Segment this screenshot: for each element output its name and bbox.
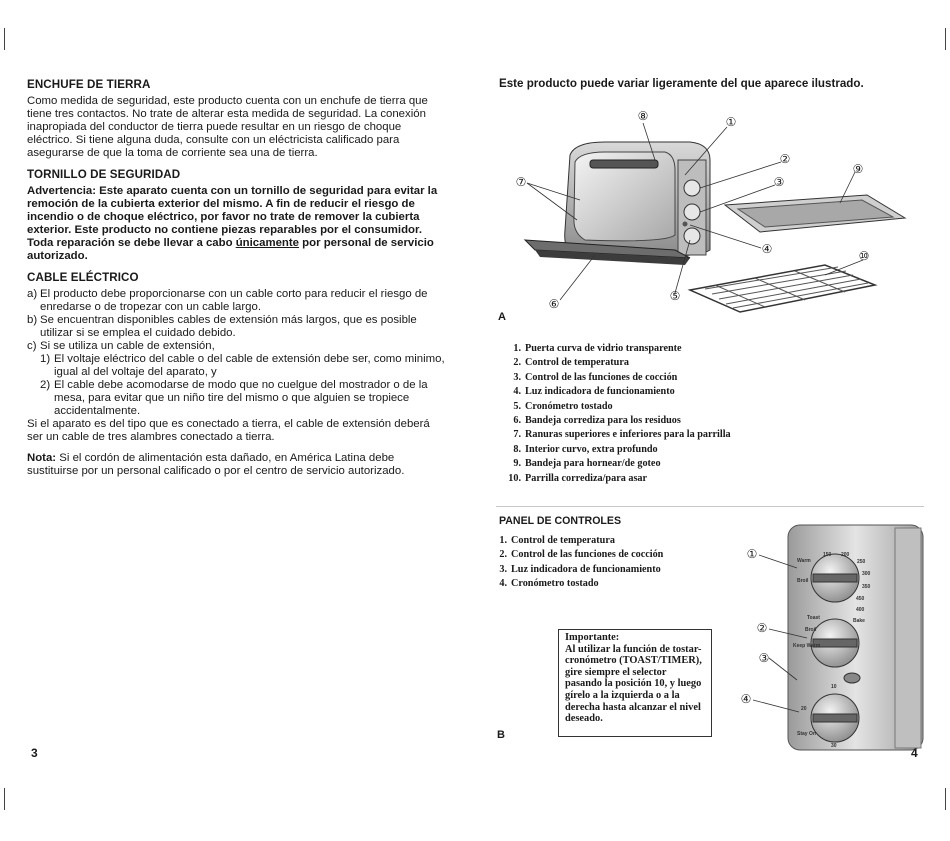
figure-title: Este producto puede variar ligeramente del que aparece ilustrado. xyxy=(499,77,864,90)
list-item: 7. Ranuras superiores e inferiores para la parrilla xyxy=(513,429,731,441)
dial-tick-label: Broil xyxy=(797,578,809,584)
figure-b-label: B xyxy=(497,729,505,741)
dial-tick-label: 200 xyxy=(841,552,850,558)
list-item: 10. Parrilla corrediza/para asar xyxy=(508,472,648,484)
cord-note: Nota: Si el cordón de alimentación esta dañado, en América Latina debe sustituirse por un personal calificado o por el centro de servicio autorizado. xyxy=(27,452,405,477)
callout-5: ⑤ xyxy=(669,289,681,303)
dial-tick-label: Broil xyxy=(805,627,817,633)
crop-mark xyxy=(4,28,5,50)
crop-mark xyxy=(945,788,946,810)
toaster-oven-illustration xyxy=(495,100,915,325)
callout-6: ⑥ xyxy=(548,297,560,311)
dial-tick-label: 20 xyxy=(801,706,807,712)
important-title: Importante: xyxy=(565,632,620,643)
list-item: 8. Interior curvo, extra profundo xyxy=(513,443,658,455)
control-panel-illustration xyxy=(735,520,925,755)
cord-heading: CABLE ELÉCTRICO xyxy=(27,271,139,284)
section-divider xyxy=(496,506,924,507)
list-item: 2. Control de temperatura xyxy=(513,357,629,369)
dial-tick-label: 10 xyxy=(831,684,837,690)
crop-mark xyxy=(945,28,946,50)
dial-tick-label: 150 xyxy=(823,552,832,558)
callout-9: ⑨ xyxy=(852,162,864,176)
list-item: 4. Luz indicadora de funcionamiento xyxy=(513,386,675,398)
list-subitem: 1) El voltaje eléctrico del cable o del cable de extensión debe ser, como minimo, igual al del voltaje del aparato, y xyxy=(40,353,445,378)
list-item: 3. Luz indicadora de funcionamiento xyxy=(499,563,661,575)
dial-tick-label: 350 xyxy=(862,584,871,590)
dial-tick-label: 30 xyxy=(831,743,837,749)
callout-3: ③ xyxy=(758,651,770,665)
dial-tick-label: Warm xyxy=(797,558,811,564)
important-text: Al utilizar la función de tostar-cronómetro (TOAST/TIMER), gire siempre el selector pasando la posición 10, y luego gírelo a la izquierda o a la derecha hasta alcanzar el nivel deseado. xyxy=(565,643,702,725)
list-item: 1. Control de temperatura xyxy=(499,535,615,546)
list-item: 6. Bandeja corrediza para los residuos xyxy=(513,414,681,426)
screw-warning: Advertencia: Este aparato cuenta con un tornillo de seguridad para evitar la remoción de la cubierta exterior del mismo. A fin de reducir el riesgo de incendio o de choque eléctrico, por favor no trate de remover la cubierta exterior. Este producto no contiene piezas reparables por el consumidor. Toda reparación se debe llevar a cabo únicamente por personal de servicio autorizado. xyxy=(27,185,438,262)
dial-tick-label: Stay On xyxy=(797,731,816,737)
callout-1: ① xyxy=(746,547,758,561)
page-number-right: 4 xyxy=(911,746,918,760)
callout-3: ③ xyxy=(773,175,785,189)
dial-tick-label: 250 xyxy=(857,559,866,565)
callout-4: ④ xyxy=(740,692,752,706)
callout-4: ④ xyxy=(761,242,773,256)
dial-tick-label: Bake xyxy=(853,618,865,624)
dial-tick-label: Keep Warm xyxy=(793,643,821,649)
screw-heading: TORNILLO DE SEGURIDAD xyxy=(27,168,181,181)
controls-list xyxy=(493,535,663,593)
list-item: 4. Cronómetro tostado xyxy=(499,578,599,590)
callout-7: ⑦ xyxy=(515,175,527,189)
callout-10: ⑩ xyxy=(858,249,870,263)
list-item: 9. Bandeja para hornear/de goteo xyxy=(513,458,661,470)
dial-tick-label: Toast xyxy=(807,615,820,621)
left-column xyxy=(27,78,447,486)
list-item: 1. Puerta curva de vidrio transparente xyxy=(513,343,682,354)
list-item: b) Se encuentran disponibles cables de extensión más largos, que es posible utilizar si se emplea el cuidado debido. xyxy=(27,314,417,339)
list-item: c) Si se utiliza un cable de extensión, xyxy=(27,340,215,352)
dial-tick-label: 400 xyxy=(856,607,865,613)
crop-mark xyxy=(4,788,5,810)
list-subitem: 2) El cable debe acomodarse de modo que no cuelgue del mostrador o de la mesa, para evitar que un niño tire del mismo o que alguien se tropiece accidentalmente. xyxy=(40,379,428,417)
ground-body: Como medida de seguridad, este producto cuenta con un enchufe de tierra que tiene tres contactos. No trate de alterar esta medida de seguridad. La conexión inapropiada del conductor de tierra puede resultar en un riesgo de choque eléctrico. Si tiene alguna duda, consulte con un eléctricista calificado para asegurarse de que la toma de corriente sea una de tierra. xyxy=(27,95,428,159)
figure-a-label: A xyxy=(498,311,506,323)
grounded-cord-text: Si el aparato es del tipo que es conectado a tierra, el cable de extensión deberá ser un cable de tres alambres conectado a tierra. xyxy=(27,418,430,443)
list-item: 2. Control de las funciones de cocción xyxy=(499,549,664,561)
callout-8: ⑧ xyxy=(637,109,649,123)
cord-list xyxy=(27,288,447,418)
list-item: 5. Cronómetro tostado xyxy=(513,400,613,412)
page-number-left: 3 xyxy=(31,746,38,760)
ground-heading: ENCHUFE DE TIERRA xyxy=(27,78,151,91)
important-note xyxy=(558,629,712,737)
parts-list xyxy=(497,343,797,487)
dial-tick-label: 300 xyxy=(862,571,871,577)
list-item: 3. Control de las funciones de cocción xyxy=(513,371,678,383)
callout-2: ② xyxy=(756,621,768,635)
panel-heading: PANEL DE CONTROLES xyxy=(499,515,622,527)
dial-tick-label: 450 xyxy=(856,596,865,602)
list-item: a) El producto debe proporcionarse con un cable corto para reducir el riesgo de enredarse o de tropezar con un cable largo. xyxy=(27,288,428,313)
callout-1: ① xyxy=(725,115,737,129)
callout-2: ② xyxy=(779,152,791,166)
